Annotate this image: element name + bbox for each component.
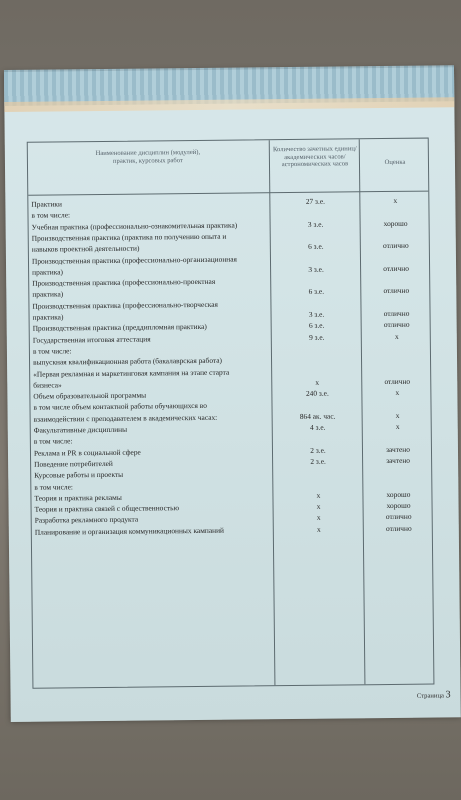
discipline-cell: Планирование и организация коммуникационных кампаний: [34, 525, 224, 537]
credits-cell: 3 з.е.: [308, 264, 324, 274]
discipline-cell: Теория и практика рекламы: [34, 492, 122, 503]
credits-cell: x: [315, 377, 320, 387]
credits-cell: 864 ак. час.: [299, 411, 336, 421]
grade-cell: отлично: [383, 286, 410, 296]
credits-cell: [274, 367, 360, 368]
discipline-cell: Производственная практика (преддипломная практика): [32, 322, 207, 334]
grade-cell: [363, 253, 429, 254]
credits-cell: [273, 299, 359, 300]
grade-cell: отлично: [383, 320, 410, 330]
grade-cell: [364, 343, 430, 344]
discipline-cell: в том числе:: [32, 346, 72, 356]
discipline-cell: Разработка рекламного продукта: [34, 515, 139, 526]
page-number: 3: [445, 689, 451, 701]
discipline-cell: практика): [32, 312, 64, 322]
discipline-cell: навыков проектной деятельности): [31, 243, 140, 254]
discipline-cell: Факультативные дисциплины: [33, 424, 128, 435]
credits-cell: [275, 435, 361, 436]
discipline-cell: Курсовые работы и проекты: [34, 469, 124, 480]
credits-cell: [275, 468, 361, 469]
discipline-cell: практика): [32, 289, 64, 300]
discipline-cell: Производственная практика (практика по получению опыта и: [31, 231, 227, 243]
credits-cell: 3 з.е.: [308, 309, 325, 319]
discipline-cell: Практики: [31, 199, 62, 209]
grade-cell: отлично: [382, 240, 409, 251]
credits-cell: x: [316, 513, 321, 523]
grade-cell: x: [394, 331, 399, 341]
discipline-cell: Теория и практика связей с общественностью: [34, 503, 179, 514]
credits-cell: x: [316, 490, 321, 500]
credits-cell: [273, 231, 359, 232]
table-row: [32, 524, 432, 539]
grade-cell: отлично: [383, 263, 409, 273]
discipline-cell: Объем образовательной программы: [33, 390, 147, 401]
credits-cell: 2 з.е.: [310, 456, 326, 466]
discipline-cell: практика): [32, 267, 63, 277]
credits-cell: [272, 209, 358, 210]
grade-cell: [364, 366, 430, 367]
credits-cell: [274, 401, 360, 402]
grade-cell: [363, 230, 429, 231]
header-discipline: Наименование дисциплин (модулей), практик, курсовых работ: [95, 148, 201, 165]
credits-cell: 3 з.е.: [307, 219, 324, 229]
discipline-cell: выпускная квалификационная работа (бакалаврская работа): [32, 355, 223, 367]
discipline-cell: Производственная практика (профессионально-проектная: [32, 276, 216, 288]
credits-cell: 6 з.е.: [308, 320, 325, 331]
grade-cell: отлично: [385, 523, 412, 533]
grade-cell: x: [393, 195, 398, 205]
header-divider: [28, 191, 428, 196]
discipline-cell: Поведение потребителей: [34, 458, 113, 469]
discipline-cell: в том числе:: [33, 436, 73, 447]
credits-cell: x: [316, 501, 321, 511]
page-footer: [417, 689, 451, 700]
discipline-cell: Производственная практика (профессионально-организационная: [31, 254, 237, 266]
grade-cell: x: [395, 387, 400, 398]
grade-cell: [365, 468, 431, 469]
grade-cell: зачтено: [386, 455, 411, 465]
discipline-cell: Реклама и PR в социальной сфере: [33, 447, 141, 458]
credits-cell: 6 з.е.: [308, 287, 325, 297]
grade-cell: отлично: [384, 376, 411, 386]
grade-cell: [364, 355, 430, 356]
grade-cell: хорошо: [386, 500, 411, 511]
grade-cell: [363, 276, 429, 277]
grade-cell: отлично: [383, 308, 410, 319]
grades-table: [27, 138, 435, 689]
grade-cell: x: [395, 410, 400, 420]
credits-cell: 2 з.е.: [310, 445, 326, 455]
grade-cell: [362, 208, 428, 209]
discipline-cell: в том числе:: [31, 210, 71, 221]
credits-cell: [275, 480, 361, 481]
grade-cell: [364, 400, 430, 401]
credits-cell: 240 з.е.: [305, 388, 329, 398]
grade-cell: хорошо: [386, 489, 411, 499]
discipline-cell: «Первая рекламная и маркетинговая кампания на этапе старта: [33, 367, 230, 379]
credits-cell: [274, 355, 360, 356]
grade-cell: x: [395, 421, 400, 431]
discipline-cell: Производственная практика (профессионально-творческая: [32, 299, 218, 311]
grade-cell: [365, 479, 431, 480]
discipline-cell: бизнеса»: [33, 380, 62, 390]
credits-cell: 6 з.е.: [308, 241, 324, 252]
grade-cell: [365, 434, 431, 435]
grade-cell: отлично: [385, 512, 412, 522]
header-credits: Количество зачетных единиц/академических часов/астрономических часов: [272, 145, 357, 169]
page-label: Страница: [416, 692, 444, 700]
credits-cell: 9 з.е.: [309, 332, 325, 342]
credits-cell: 27 з.е.: [305, 196, 325, 206]
discipline-cell: Учебная практика (профессионально-ознакомительная практика): [31, 220, 238, 232]
header-grade: Оценка: [384, 158, 406, 167]
discipline-cell: в том числе:: [34, 481, 73, 492]
grade-cell: хорошо: [383, 218, 408, 228]
credits-cell: [273, 254, 359, 255]
document-page: [4, 67, 461, 722]
credits-cell: x: [316, 524, 321, 534]
discipline-cell: взаимодействии с преподавателем в академических часах:: [33, 412, 218, 424]
credits-cell: 4 з.е.: [309, 422, 326, 432]
credits-cell: [273, 276, 359, 277]
discipline-cell: Государственная итоговая аттестация: [32, 334, 151, 345]
grade-cell: зачтено: [386, 444, 410, 454]
credits-cell: [274, 344, 360, 345]
grade-cell: [363, 298, 429, 299]
discipline-cell: в том числе объем контактной работы обучающихся во: [33, 401, 207, 413]
